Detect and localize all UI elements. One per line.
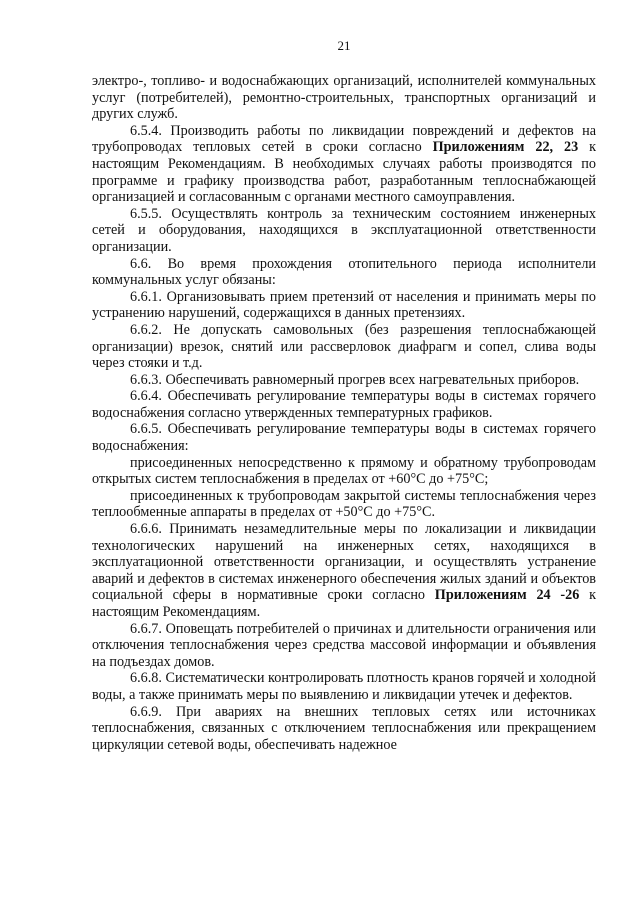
paragraph bbox=[92, 73, 596, 123]
paragraph-text: 6.6. Во время прохождения отопительного периода исполнители коммунальных услуг обязаны: bbox=[92, 255, 596, 289]
paragraph-text: 6.5.5. Осуществлять контроль за техническим состоянием инженерных сетей и оборудования, находящихся в эксплуатационной ответственности организации. bbox=[92, 205, 596, 255]
paragraph bbox=[92, 123, 596, 206]
paragraph-text: 6.6.2. Не допускать самовольных (без разрешения теплоснабжающей организации) врезок, снятий или рассверловок диафрагм и сопел, слива воды через стояки и т.д. bbox=[92, 321, 596, 372]
paragraph-text: электро-, топливо- и водоснабжающих организаций, исполнителей коммунальных услуг (потребителей), ремонтно-строительных, транспортных организаций и других служб. bbox=[92, 73, 596, 123]
paragraph bbox=[92, 289, 596, 322]
paragraph bbox=[92, 388, 596, 421]
paragraph bbox=[92, 488, 596, 521]
paragraph-text: к настоящим Рекомендациям. bbox=[92, 587, 596, 620]
paragraph-text: 6.6.7. Оповещать потребителей о причинах и длительности ограничения или отключения теплоснабжения через средства массовой информации и объявления на подъездах домов. bbox=[92, 620, 596, 670]
paragraph bbox=[92, 206, 596, 256]
paragraph bbox=[92, 455, 596, 488]
paragraph-text: к настоящим Рекомендациям. В необходимых случаях работы производятся по программе и графику производства работ, разработанным теплоснабжающей организацией и согласованным с органами местного самоуправления. bbox=[92, 139, 597, 206]
appendix-reference: Приложениям 22, 23 bbox=[432, 139, 579, 156]
paragraph bbox=[92, 704, 596, 754]
page-number: 21 bbox=[337, 38, 351, 53]
paragraph-text: присоединенных непосредственно к прямому и обратному трубопроводам открытых систем теплоснабжения в пределах от +60°С до +75°С; bbox=[92, 454, 596, 488]
paragraph bbox=[92, 322, 596, 372]
paragraph bbox=[92, 372, 596, 389]
paragraph-text: 6.6.8. Систематически контролировать плотность кранов горячей и холодной воды, а также принимать меры по выявлению и ликвидации утечек и дефектов. bbox=[92, 670, 596, 703]
paragraph-text: 6.6.1. Организовывать прием претензий от населения и принимать меры по устранению нарушений, содержащихся в данных претензиях. bbox=[92, 288, 596, 322]
paragraph-text: присоединенных к трубопроводам закрытой системы теплоснабжения через теплообменные аппараты в пределах от +50°С до +75°С. bbox=[92, 487, 596, 521]
paragraph bbox=[92, 670, 596, 703]
paragraph bbox=[92, 521, 596, 621]
document-page bbox=[92, 38, 596, 753]
document-body bbox=[92, 73, 596, 753]
paragraph-text: 6.6.6. Принимать незамедлительные меры по локализации и ликвидации технологических нарушений на инженерных сетях, находящихся в эксплуатационной ответственности организации, и осуществлять устранение аварий и дефектов в системах инженерного обеспечения жилых зданий и объектов социальной сферы в нормативные сроки согласно bbox=[92, 521, 596, 604]
paragraph bbox=[92, 421, 596, 454]
paragraph-text: 6.6.9. При авариях на внешних тепловых сетях или источниках теплоснабжения, связанных с отключением теплоснабжения или прекращением циркуляции сетевой воды, обеспечивать надежное bbox=[92, 703, 596, 753]
paragraph-text: 6.6.5. Обеспечивать регулирование температуры воды в системах горячего водоснабжения: bbox=[92, 421, 596, 455]
paragraph-text: 6.6.3. Обеспечивать равномерный прогрев всех нагревательных приборов. bbox=[130, 371, 580, 388]
paragraph bbox=[92, 621, 596, 671]
paragraph-text: 6.5.4. Производить работы по ликвидации повреждений и дефектов на трубопроводах тепловых сетей в сроки согласно bbox=[92, 122, 596, 156]
paragraph-text: 6.6.4. Обеспечивать регулирование температуры воды в системах горячего водоснабжения согласно утвержденных температурных графиков. bbox=[92, 388, 596, 421]
appendix-reference: Приложениям 24 -26 bbox=[434, 587, 580, 604]
paragraph bbox=[92, 256, 596, 289]
